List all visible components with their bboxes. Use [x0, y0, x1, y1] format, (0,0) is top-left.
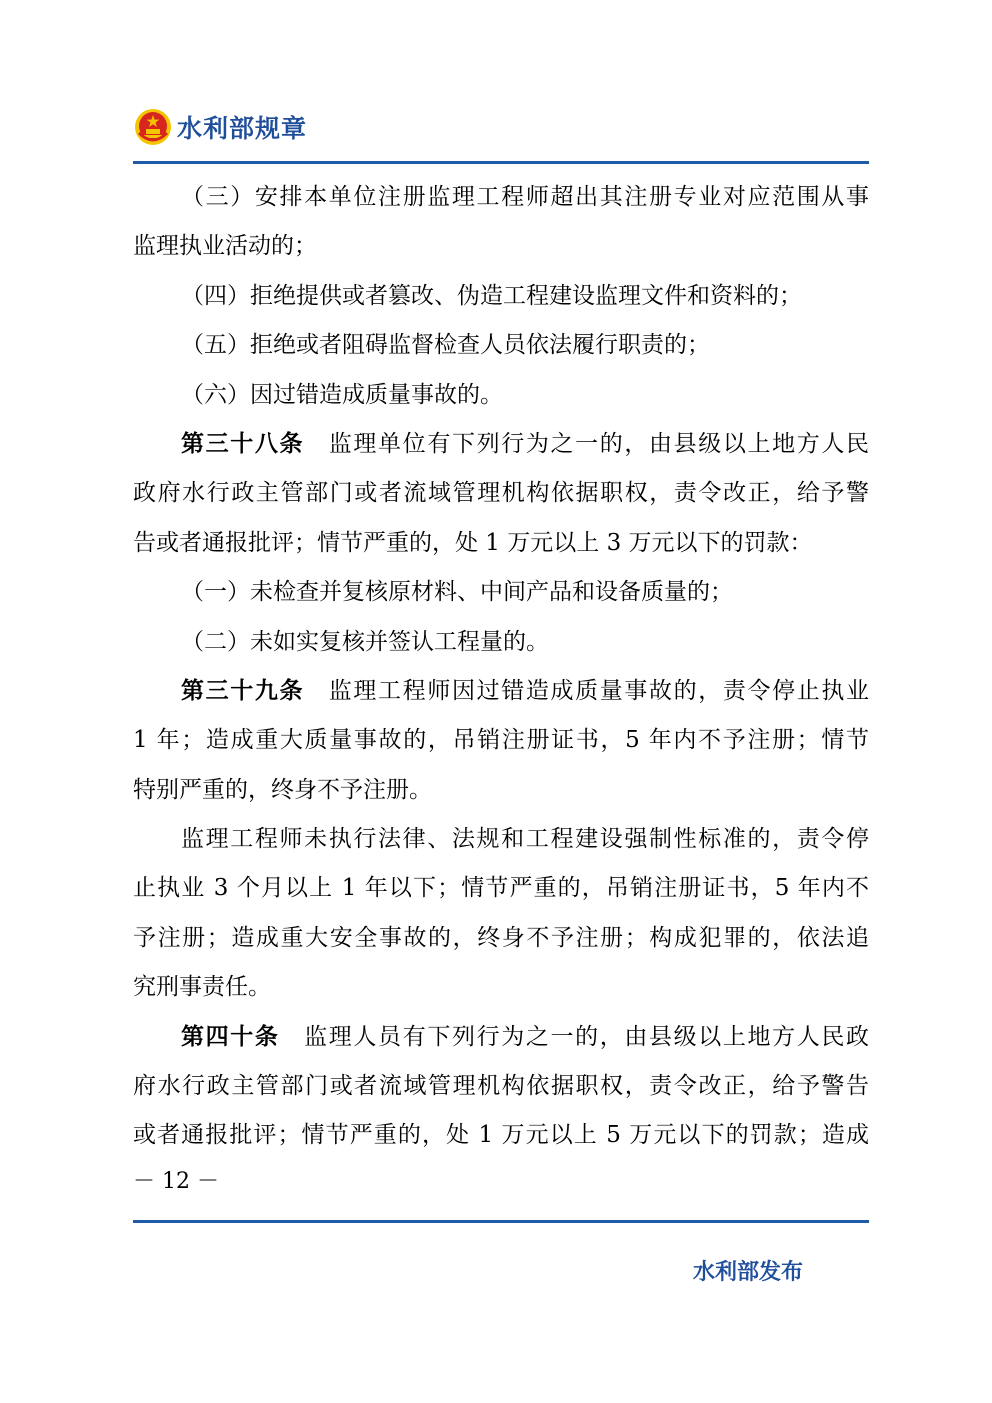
paragraph-item-3-line-1: （三）安排本单位注册监理工程师超出其注册专业对应范围从事	[181, 184, 869, 210]
footer-publisher: 水利部发布	[693, 1260, 804, 1285]
article-39-line-2: 1 年；造成重大质量事故的，吊销注册证书，5 年内不予注册；情节	[133, 727, 869, 754]
article-38-line-3: 告或者通报批评；情节严重的，处 1 万元以上 3 万元以下的罚款：	[133, 529, 813, 556]
paragraph-item-1: （一）未检查并复核原材料、中间产品和设备质量的；	[181, 579, 733, 606]
paragraph-engineer-line-3: 予注册；造成重大安全事故的，终身不予注册；构成犯罪的，依法追	[133, 924, 869, 951]
document-header	[133, 104, 307, 150]
paragraph-item-4: （四）拒绝提供或者篡改、伪造工程建设监理文件和资料的；	[181, 282, 802, 309]
article-40-line-3: 或者通报批评；情节严重的，处 1 万元以上 5 万元以下的罚款；造成	[133, 1122, 869, 1149]
article-40-heading: 第四十条	[181, 1023, 280, 1050]
paragraph-item-2: （二）未如实复核并签认工程量的。	[181, 628, 549, 655]
article-40-line-2: 府水行政主管部门或者流域管理机构依据职权，责令改正，给予警告	[133, 1073, 869, 1100]
national-emblem-icon	[133, 107, 173, 147]
article-39-line-3: 特别严重的，终身不予注册。	[133, 776, 432, 803]
article-38-line-2: 政府水行政主管部门或者流域管理机构依据职权，责令改正，给予警	[133, 480, 869, 507]
footer-divider	[133, 1220, 869, 1223]
article-40-text: 监理人员有下列行为之一的，由县级以上地方人民政	[304, 1023, 869, 1050]
paragraph-engineer-line-2: 止执业 3 个月以上 1 年以下；情节严重的，吊销注册证书，5 年内不	[133, 875, 869, 902]
article-38-heading: 第三十八条	[181, 430, 305, 457]
paragraph-item-6: （六）因过错造成质量事故的。	[181, 381, 503, 408]
article-39-text: 监理工程师因过错造成质量事故的，责令停止执业	[328, 677, 869, 704]
article-39-heading: 第三十九条	[181, 677, 305, 704]
header-divider	[133, 161, 869, 164]
paragraph-item-3-line-2: 监理执业活动的；	[133, 233, 317, 260]
page-number: － 12 －	[133, 1169, 219, 1194]
paragraph-engineer-line-1: 监理工程师未执行法律、法规和工程建设强制性标准的，责令停	[181, 826, 869, 853]
article-38-text: 监理单位有下列行为之一的，由县级以上地方人民	[328, 430, 869, 457]
paragraph-item-5: （五）拒绝或者阻碍监督检查人员依法履行职责的；	[181, 332, 710, 359]
paragraph-engineer-line-4: 究刑事责任。	[133, 974, 271, 1001]
header-title: 水利部规章	[177, 114, 308, 143]
article-38-line-1	[133, 420, 869, 469]
article-40-line-1	[133, 1013, 869, 1062]
article-39-line-1	[133, 667, 869, 716]
document-body	[133, 173, 869, 1161]
